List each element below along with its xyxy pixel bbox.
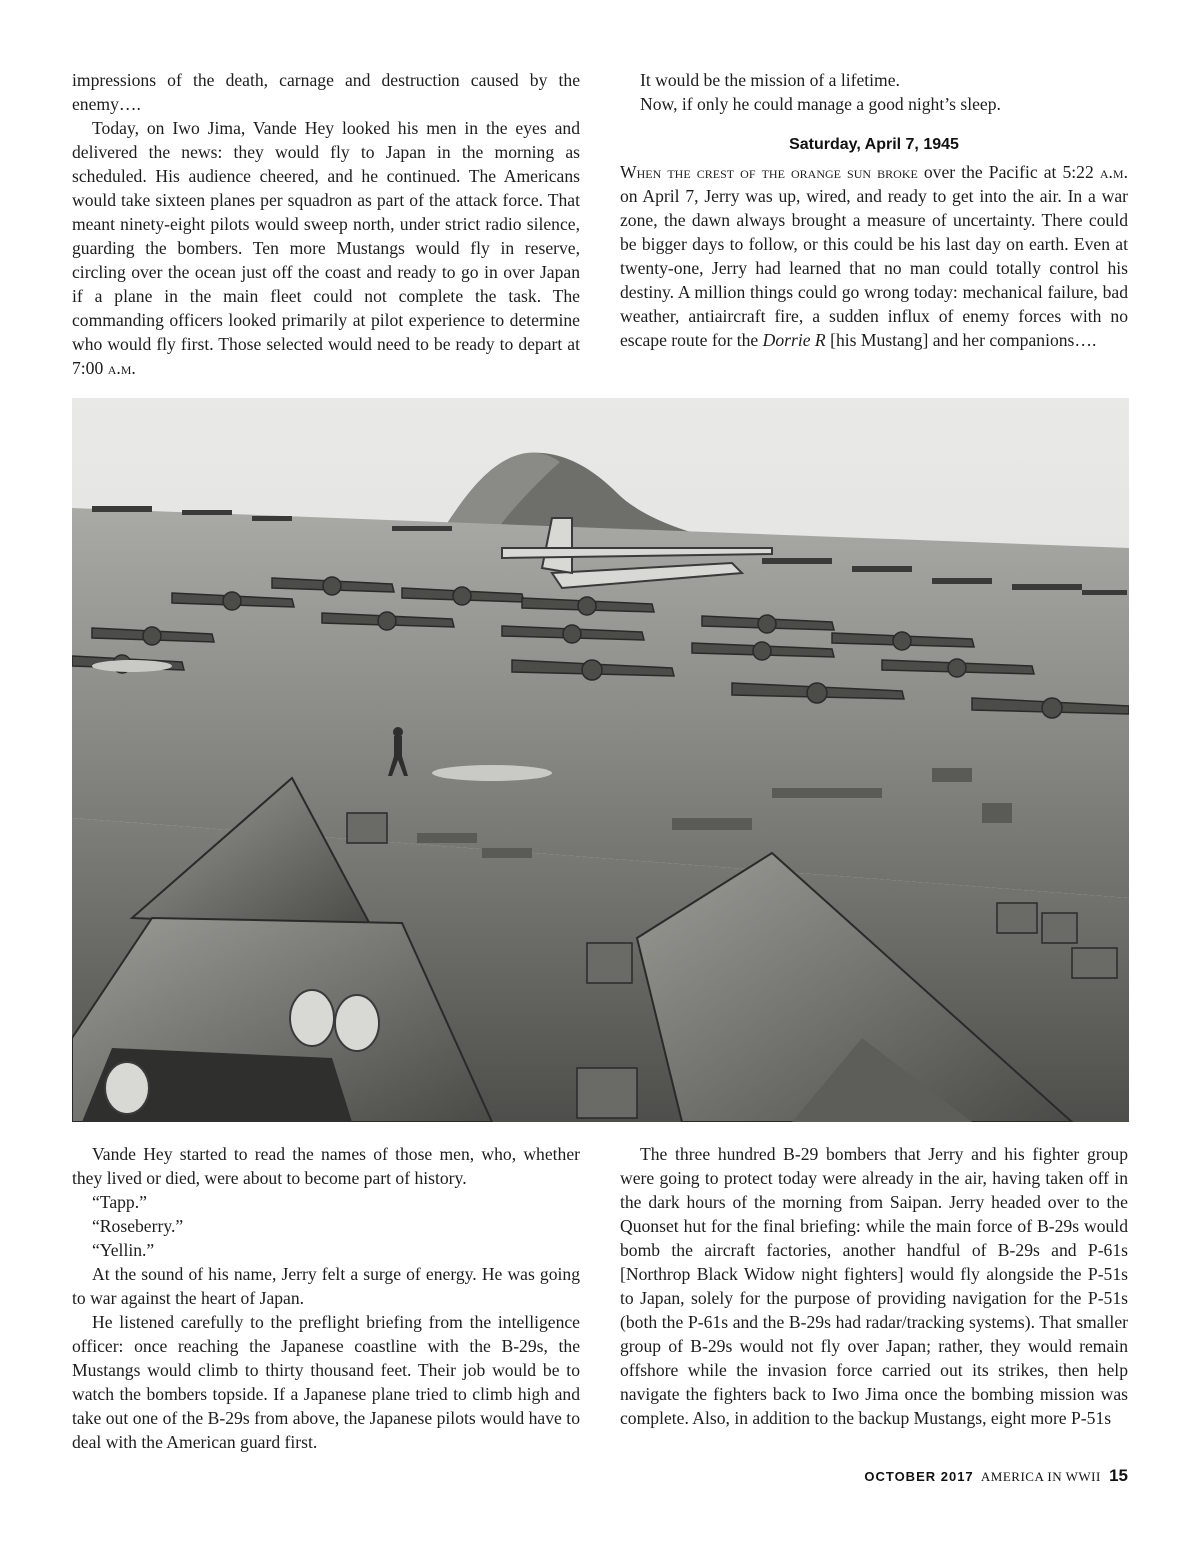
- quote: “Yellin.”: [92, 1240, 155, 1260]
- section-heading: Saturday, April 7, 1945: [789, 136, 959, 153]
- paragraph: impressions of the death, carnage and destruction caused by the enemy….: [72, 70, 580, 114]
- top-right-column: [620, 68, 1128, 352]
- issue-date: OCTOBER 2017: [864, 1469, 974, 1484]
- paragraph: It would be the mission of a lifetime.: [640, 70, 900, 90]
- paragraph: Vande Hey started to read the names of those men, who, whether they lived or died, were about to become part of history.: [72, 1144, 580, 1188]
- paragraph: He listened carefully to the preflight briefing from the intelligence officer: once reaching the Japanese coastline with the B-29s, the Mustangs would climb to thirty thousand feet. Their job would be to watch the bombers topside. If a Japanese plane tried to climb high and take out one of the B-29s from above, the Japanese pilots would have to deal with the American guard first.: [72, 1312, 580, 1452]
- quote: “Roseberry.”: [92, 1216, 184, 1236]
- top-left-column: [72, 68, 580, 380]
- paragraph: The three hundred B-29 bombers that Jerry and his fighter group were going to protect today were already in the air, having taken off in the dark hours of the morning from Saipan. Jerry headed over to the Quonset hut for the final briefing: while the main force of B-29s would bomb the aircraft factories, another handful of B-29s and P-61s [Northrop Black Widow night fighters] would fly alongside the P-51s to Japan, solely for the purpose of providing navigation for the P-51s (both the P-61s and the B-29s had radar/tracking systems). That smaller group of B-29s would not fly over Japan; rather, they would remain offshore while the invasion force carried out its strikes, then help navigate the fighters back to Iwo Jima once the bombing mission was complete. Also, in addition to the backup Mustangs, eight more P-51s: [620, 1144, 1128, 1428]
- paragraph: Today, on Iwo Jima, Vande Hey looked his men in the eyes and delivered the news: they would fly to Japan in the morning as scheduled. His audience cheered, and he continued. The Americans would take sixteen planes per squadron as part of the attack force. That meant ninety-eight pilots would sweep north, under strict radio silence, guarding the bombers. Ten more Mustangs would fly in reserve, circling over the ocean just off the coast and ready to go in over Japan if a plane in the main fleet could not complete the task. The commanding officers looked primarily at pilot experience to determine who would fly first. Those selected would need to be ready to depart at 7:00 a.m.: [72, 118, 580, 378]
- lead-in: When the crest of the orange sun broke: [620, 162, 918, 182]
- quote: “Tapp.”: [92, 1192, 147, 1212]
- bottom-left-column: [72, 1142, 580, 1454]
- plane-name: Dorrie R: [762, 330, 826, 350]
- bottom-right-column: [620, 1142, 1128, 1430]
- paragraph: Now, if only he could manage a good night’s sleep.: [640, 94, 1001, 114]
- airfield-photo: [72, 398, 1129, 1122]
- page-number: 15: [1109, 1466, 1128, 1485]
- paragraph: At the sound of his name, Jerry felt a surge of energy. He was going to war against the heart of Japan.: [72, 1264, 580, 1308]
- magazine-title: AMERICA IN WWII: [980, 1469, 1101, 1484]
- page-footer: [864, 1466, 1128, 1486]
- paragraph: When the crest of the orange sun broke over the Pacific at 5:22 a.m. on April 7, Jerry was up, wired, and ready to get into the air. In a war zone, the dawn always brought a measure of uncertainty. There could be bigger days to follow, or this could be his last day on earth. Even at twenty-one, Jerry had learned that no man could totally control his destiny. A million things could go wrong today: mechanical failure, bad weather, antiaircraft fire, a sudden influx of enemy forces with no escape route for the Dorrie R [his Mustang] and her companions….: [620, 162, 1128, 350]
